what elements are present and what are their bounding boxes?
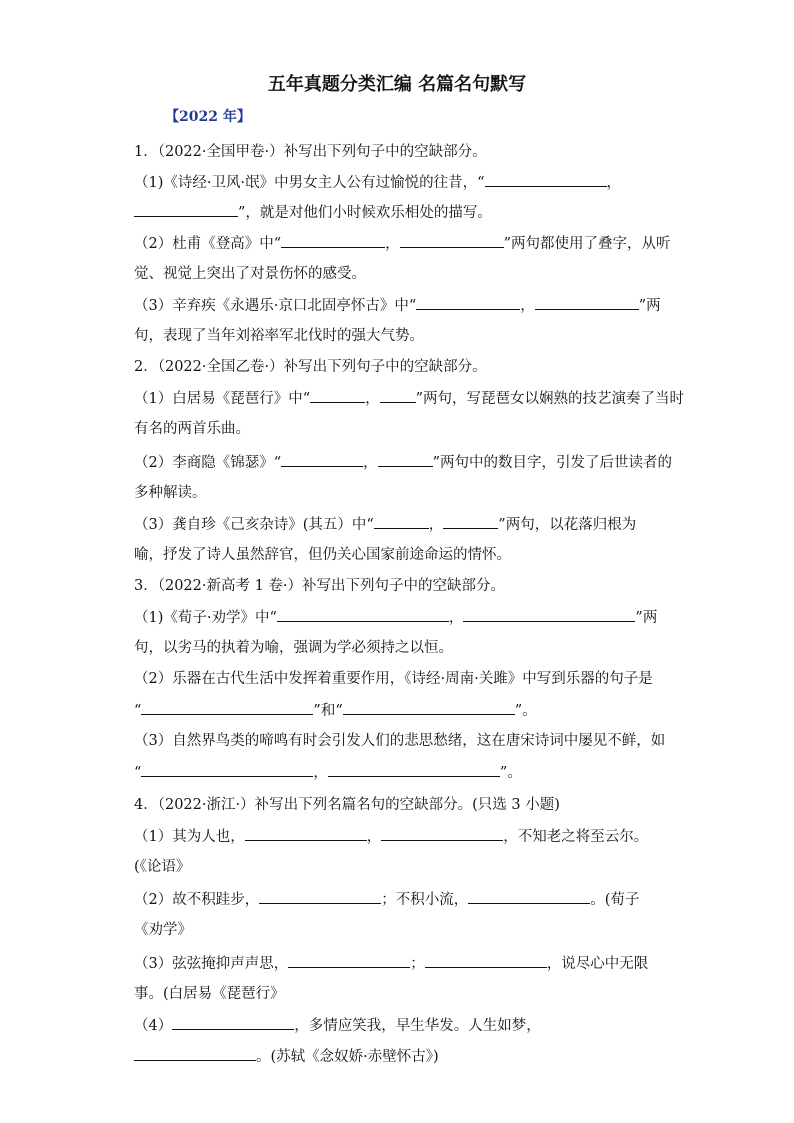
q4-item-1-line2: (《论语》 <box>134 859 191 875</box>
q1-item-2-line1: （2）杜甫《登高》中“ ， ”两句都使用了叠字，从听 <box>134 233 671 254</box>
answer-blank[interactable] <box>281 452 363 467</box>
answer-blank[interactable] <box>259 889 381 904</box>
answer-blank[interactable] <box>374 514 429 529</box>
question-3-head: 3．（2022·新高考 1 卷·）补写出下列句子中的空缺部分。 <box>134 578 506 594</box>
q2-item-2-line2: 多种解读。 <box>134 485 207 501</box>
answer-blank[interactable] <box>245 826 367 841</box>
answer-blank[interactable] <box>328 762 500 777</box>
answer-blank[interactable] <box>485 172 607 187</box>
answer-blank[interactable] <box>468 889 590 904</box>
q4-item-3-line1: （3）弦弦掩抑声声思， ； ，说尽心中无限 <box>134 953 648 974</box>
answer-blank[interactable] <box>281 233 385 248</box>
q4-item-4-line1: （4） ，多情应笑我，早生华发。人生如梦， <box>134 1015 541 1036</box>
answer-blank[interactable] <box>288 953 410 968</box>
q1-item-2-line2: 觉、视觉上突出了对景伤怀的感受。 <box>134 266 366 282</box>
answer-blank[interactable] <box>134 202 238 217</box>
answer-blank[interactable] <box>416 295 520 310</box>
answer-blank[interactable] <box>310 388 365 403</box>
question-4-head: 4．（2022·浙江·）补写出下列名篇名句的空缺部分。(只选 3 小题) <box>134 797 560 813</box>
answer-blank[interactable] <box>443 514 498 529</box>
q1-item-3-line1: （3）辛弃疾《永遇乐·京口北固亭怀古》中“ ， ”两 <box>134 295 661 316</box>
q3-item-3-line2: “ ， ”。 <box>134 762 522 783</box>
answer-blank[interactable] <box>425 953 547 968</box>
year-tag: 【2022 年】 <box>165 109 251 125</box>
answer-blank[interactable] <box>535 295 639 310</box>
answer-blank[interactable] <box>141 700 313 715</box>
answer-blank[interactable] <box>380 388 416 403</box>
q4-item-2-line1: （2）故不积跬步， ；不积小流， 。(荀子 <box>134 889 639 910</box>
answer-blank[interactable] <box>277 607 449 622</box>
answer-blank[interactable] <box>378 452 433 467</box>
q1-item-1-line2: ”，就是对他们小时候欢乐相处的描写。 <box>134 202 492 223</box>
q1-item-3-line2: 句，表现了当年刘裕率军北伐时的强大气势。 <box>134 328 424 344</box>
question-1-head: 1．（2022·全国甲卷·）补写出下列句子中的空缺部分。 <box>134 144 487 160</box>
answer-blank[interactable] <box>141 762 313 777</box>
answer-blank[interactable] <box>134 1046 256 1061</box>
q3-item-3-line1: （3）自然界鸟类的啼鸣有时会引发人们的悲思愁绪，这在唐宋诗词中屡见不鲜，如 <box>134 733 666 749</box>
q4-item-1-line1: （1）其为人也， ， ，不知老之将至云尔。 <box>134 826 648 847</box>
q2-item-1-line2: 有名的两首乐曲。 <box>134 421 250 437</box>
q2-item-3-line2: 喻，抒发了诗人虽然辞官，但仍关心国家前途命运的情怀。 <box>134 547 511 563</box>
answer-blank[interactable] <box>381 826 503 841</box>
question-2-head: 2．（2022·全国乙卷·）补写出下列句子中的空缺部分。 <box>134 359 487 375</box>
q2-item-2-line1: （2）李商隐《锦瑟》“ ， ”两句中的数目字，引发了后世读者的 <box>134 452 672 473</box>
q2-item-3-line1: （3）龚自珍《己亥杂诗》(其五）中“ ， ”两句，以花落归根为 <box>134 514 636 535</box>
q3-item-1-line2: 句，以劣马的执着为喻，强调为学必须持之以恒。 <box>134 640 453 656</box>
q4-item-3-line2: 事。(白居易《琵琶行》 <box>134 986 285 1002</box>
page-title: 五年真题分类汇编 名篇名句默写 <box>267 74 527 95</box>
q1-item-1-line1: （1)《诗经·卫风·氓》中男女主人公有过愉悦的往昔，“ ， <box>134 172 621 193</box>
q4-item-2-line2: 《劝学》 <box>134 922 192 938</box>
answer-blank[interactable] <box>172 1015 294 1030</box>
answer-blank[interactable] <box>343 700 515 715</box>
q3-item-2-line1: （2）乐器在古代生活中发挥着重要作用，《诗经·周南·关雎》中写到乐器的句子是 <box>134 671 653 687</box>
q3-item-1-line1: （1)《荀子·劝学》中“ ， ”两 <box>134 607 657 628</box>
q3-item-2-line2: “ ”和“ ”。 <box>134 700 537 721</box>
answer-blank[interactable] <box>400 233 504 248</box>
answer-blank[interactable] <box>463 607 635 622</box>
q4-item-4-line2: 。(苏轼《念奴娇·赤壁怀古》) <box>134 1046 439 1067</box>
q2-item-1-line1: （1）白居易《琵琶行》中“ ， ”两句，写琵琶女以娴熟的技艺演奏了当时 <box>134 388 684 409</box>
